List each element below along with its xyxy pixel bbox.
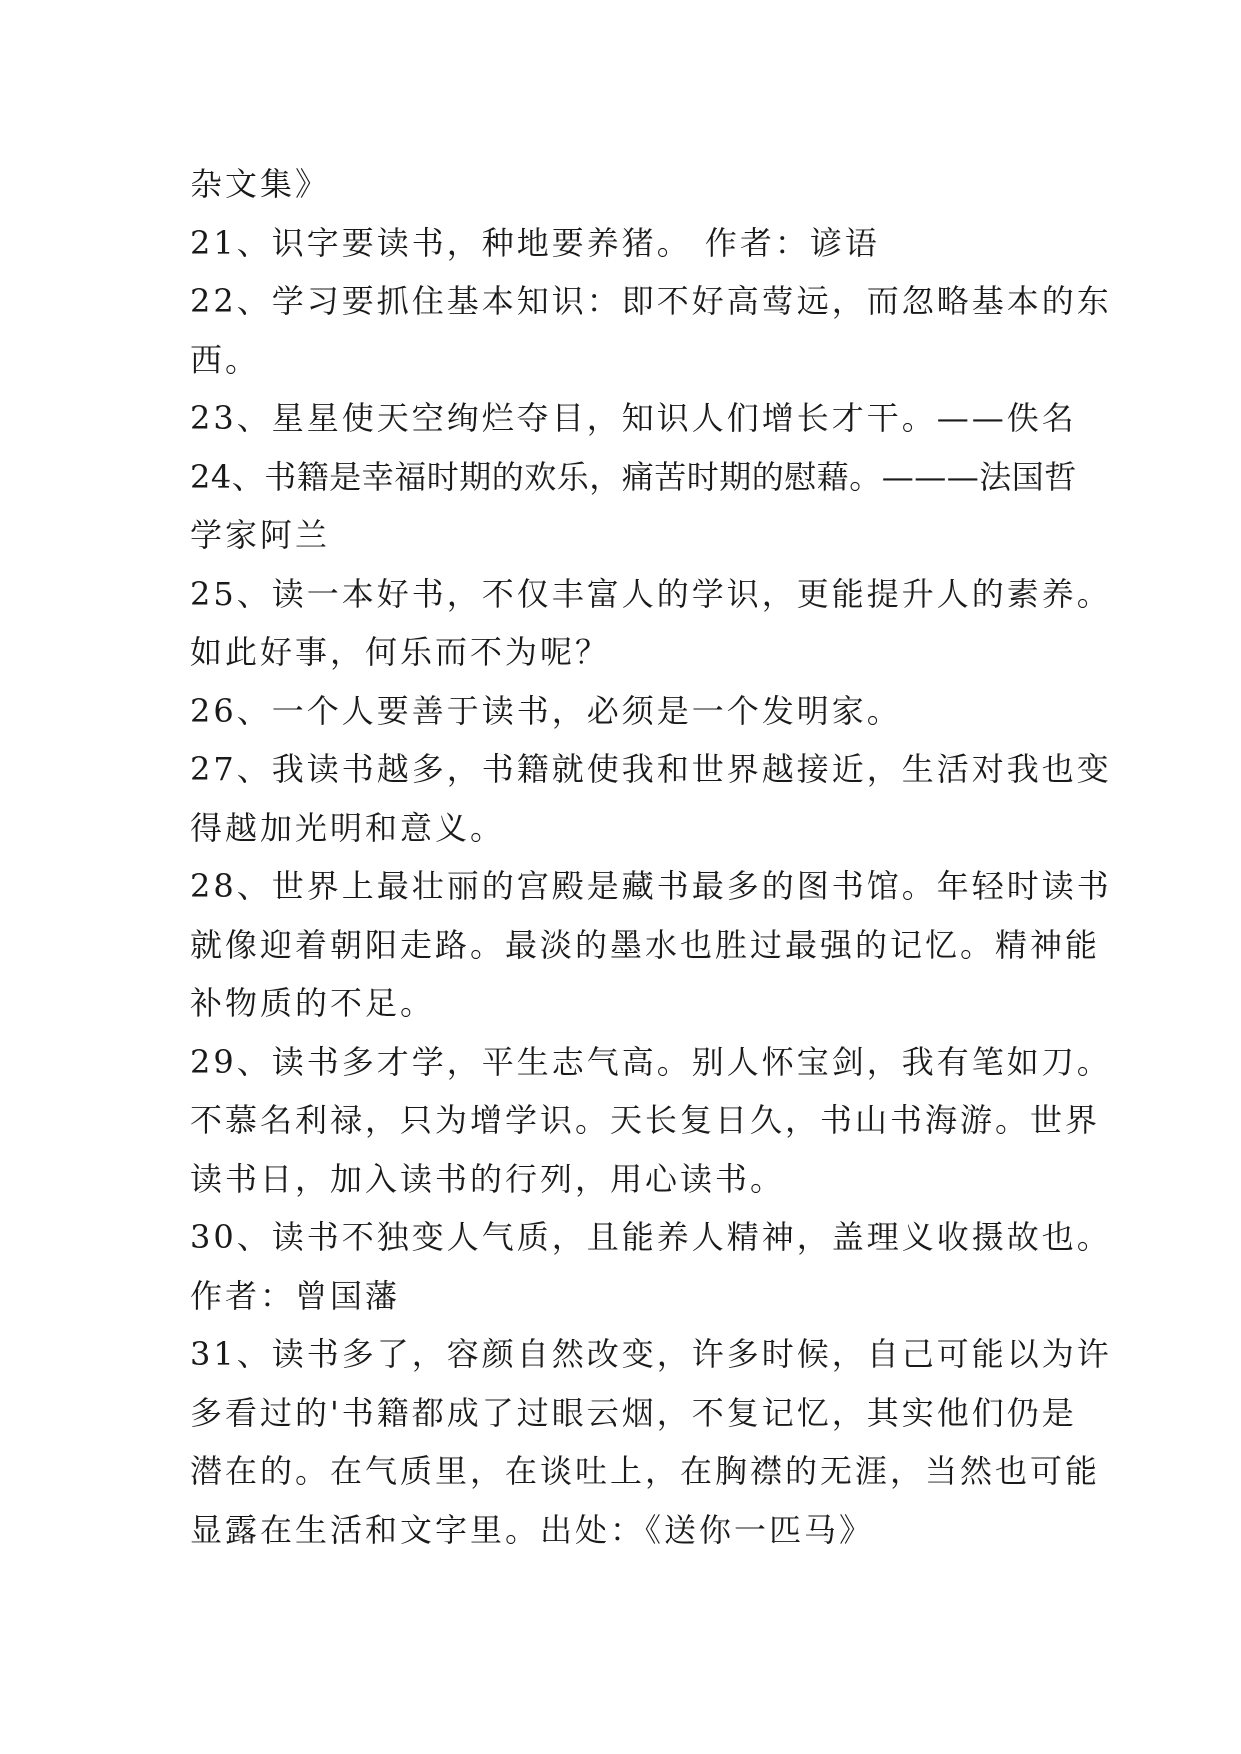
text-line: 31、读书多了，容颜自然改变，许多时候，自己可能以为许 [190,1335,1112,1373]
text-line: 21、识字要读书，种地要养猪。 作者：谚语 [190,223,880,262]
text-line: 杂文集》 [190,165,331,203]
text-line: 补物质的不足。 [190,984,436,1022]
text-line: 潜在的。在气质里，在谈吐上，在胸襟的无涯，当然也可能 [190,1452,1101,1490]
text-line: 23、星星使天空绚烂夺目，知识人们增长才干。——佚名 [190,399,1077,437]
text-body [190,155,1112,1559]
text-line: 24、书籍是幸福时期的欢乐，痛苦时期的慰藉。———法国哲 [190,457,1077,496]
text-line: 作者：曾国藩 [190,1276,401,1315]
text-line: 27、我读书越多，书籍就使我和世界越接近，生活对我也变 [190,750,1112,788]
text-line: 学家阿兰 [190,516,331,554]
text-line: 得越加光明和意义。 [190,808,506,847]
text-line: 显露在生活和文字里。出处：《送你一匹马》 [190,1510,875,1549]
text-line: 25、读一本好书，不仅丰富人的学识，更能提升人的素养。 [190,574,1112,613]
text-line: 就像迎着朝阳走路。最淡的墨水也胜过最强的记忆。精神能 [190,925,1101,964]
text-line: 如此好事，何乐而不为呢？ [190,633,611,671]
text-line: 读书日，加入读书的行列，用心读书。 [190,1159,786,1198]
text-line: 多看过的'书籍都成了过眼云烟，不复记忆，其实他们仍是 [190,1393,1077,1432]
text-line: 26、一个人要善于读书，必须是一个发明家。 [190,691,902,730]
text-line: 西。 [190,340,261,379]
text-line: 不慕名利禄，只为增学识。天长复日久，书山书海游。世界 [190,1101,1101,1139]
text-line: 29、读书多才学，平生志气高。别人怀宝剑，我有笔如刀。 [190,1042,1112,1081]
text-line: 22、学习要抓住基本知识：即不好高莺远，而忽略基本的东 [190,282,1112,320]
text-line: 30、读书不独变人气质，且能养人精神，盖理义收摄故也。 [190,1218,1112,1256]
text-line: 28、世界上最壮丽的宫殿是藏书最多的图书馆。年轻时读书 [190,867,1112,905]
